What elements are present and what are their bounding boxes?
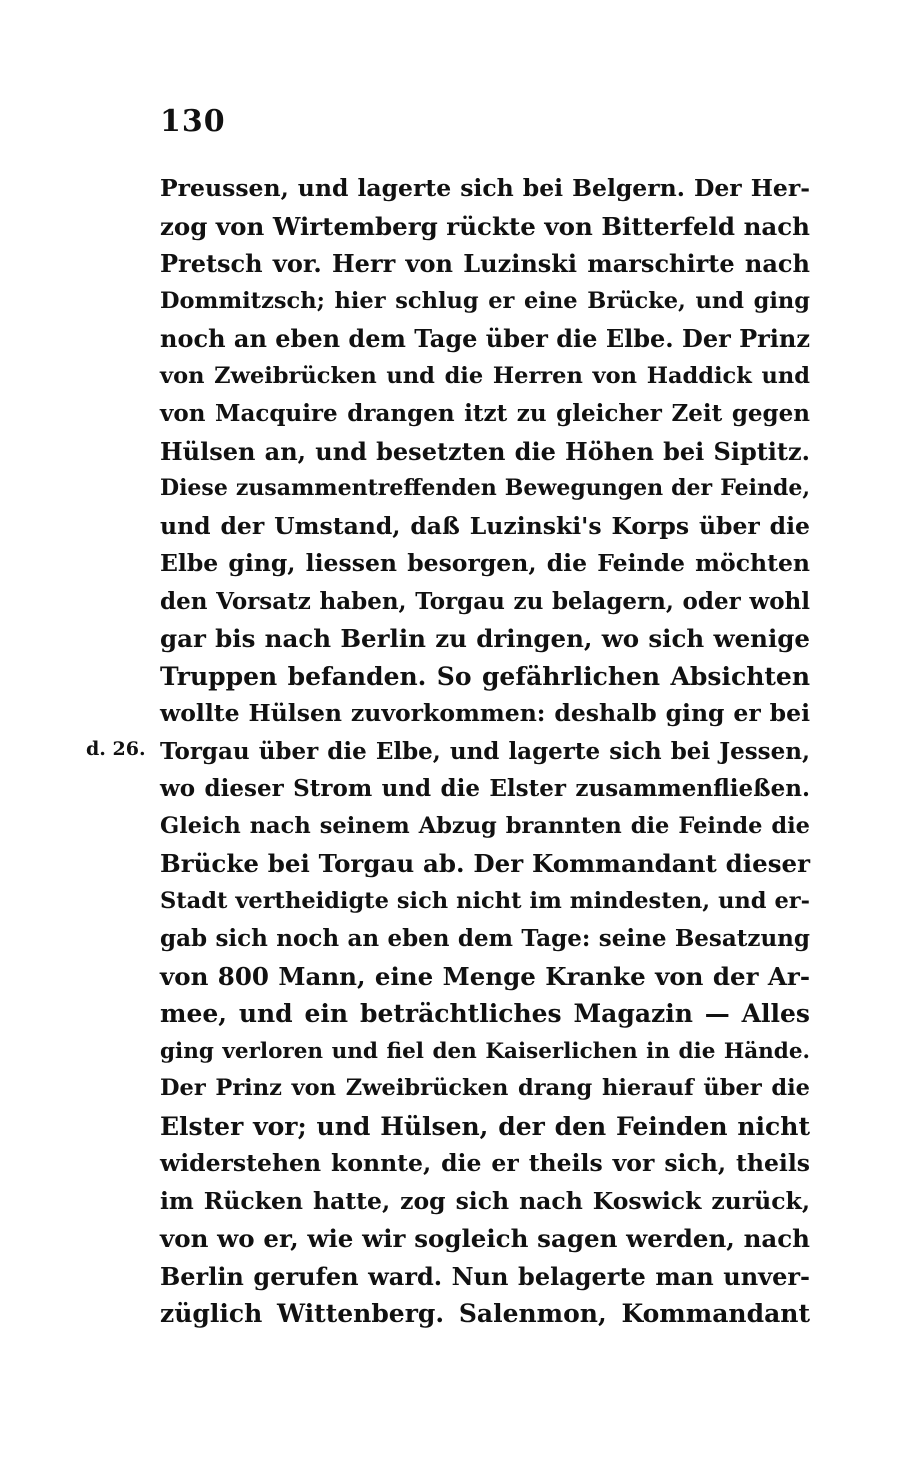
text-line: Torgau über die Elbe, und lagerte sich bei Jessen, bbox=[160, 737, 810, 765]
text-line: Elster vor; und Hülsen, der den Feinden nicht bbox=[160, 1111, 810, 1141]
text-line: Truppen befanden. So gefährlichen Absichten bbox=[160, 661, 810, 691]
text-line: züglich Wittenberg. Salenmon, Kommandant bbox=[160, 1299, 810, 1328]
text-line: widerstehen konnte, die er theils vor sich, theils bbox=[160, 1149, 810, 1177]
text-line: zog von Wirtemberg rückte von Bitterfeld nach bbox=[160, 211, 810, 241]
text-line: Pretsch vor. Herr von Luzinski marschirte nach bbox=[160, 249, 810, 278]
text-line: ging verloren und fiel den Kaiserlichen in die Hände. bbox=[160, 1038, 810, 1064]
page-number: 130 bbox=[160, 104, 226, 139]
text-line: Preussen, und lagerte sich bei Belgern. Der Her- bbox=[160, 174, 810, 202]
text-line: von Macquire drangen itzt zu gleicher Zeit gegen bbox=[160, 400, 810, 427]
text-line: Der Prinz von Zweibrücken drang hierauf über die bbox=[160, 1075, 810, 1101]
text-line: Berlin gerufen ward. Nun belagerte man unver- bbox=[160, 1261, 810, 1291]
text-line: von 800 Mann, eine Menge Kranke von der Ar- bbox=[160, 961, 810, 991]
text-line: von Zweibrücken und die Herren von Haddick und bbox=[160, 362, 810, 389]
body-text bbox=[160, 170, 810, 1333]
text-line: Diese zusammentreffenden Bewegungen der Feinde, bbox=[160, 475, 810, 501]
text-line: noch an eben dem Tage über die Elbe. Der Prinz bbox=[160, 324, 810, 353]
text-line: mee, und ein beträchtliches Magazin — Alles bbox=[160, 999, 810, 1028]
text-line: den Vorsatz haben, Torgau zu belagern, oder wohl bbox=[160, 587, 810, 615]
text-line: Gleich nach seinem Abzug brannten die Feinde die bbox=[160, 812, 810, 839]
text-line: Brücke bei Torgau ab. Der Kommandant dieser bbox=[160, 849, 810, 878]
margin-date-note: d. 26. bbox=[86, 738, 146, 760]
text-line: gab sich noch an eben dem Tage: seine Besatzung bbox=[160, 925, 810, 952]
text-line: und der Umstand, daß Luzinski's Korps über die bbox=[160, 511, 810, 540]
text-line: gar bis nach Berlin zu dringen, wo sich wenige bbox=[160, 624, 810, 653]
text-line: Hülsen an, und besetzten die Höhen bei Siptitz. bbox=[160, 436, 810, 466]
text-line: Dommitzsch; hier schlug er eine Brücke, und ging bbox=[160, 287, 810, 314]
text-line: Elbe ging, liessen besorgen, die Feinde möchten bbox=[160, 549, 810, 577]
text-line: wo dieser Strom und die Elster zusammenfließen. bbox=[160, 775, 810, 802]
text-line: wollte Hülsen zuvorkommen: deshalb ging er bei bbox=[160, 699, 810, 727]
text-line: Stadt vertheidigte sich nicht im mindesten, und er- bbox=[160, 887, 810, 914]
text-line: von wo er, wie wir sogleich sagen werden, nach bbox=[160, 1224, 810, 1253]
text-line: im Rücken hatte, zog sich nach Koswick zurück, bbox=[160, 1186, 810, 1215]
